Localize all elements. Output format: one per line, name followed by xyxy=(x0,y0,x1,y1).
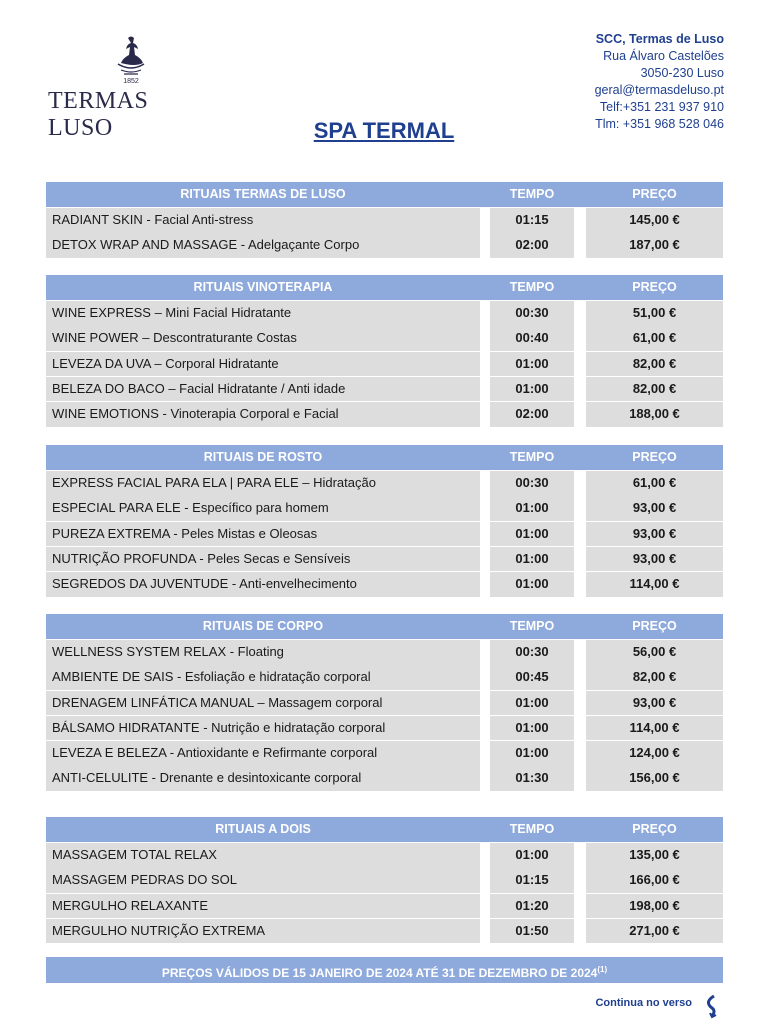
section-title: RITUAIS DE CORPO xyxy=(46,614,480,639)
treatment-name: DRENAGEM LINFÁTICA MANUAL – Massagem corporal xyxy=(46,691,480,716)
section-title: RITUAIS DE ROSTO xyxy=(46,445,480,470)
price-header: PREÇO xyxy=(586,614,723,639)
table-row xyxy=(46,547,723,572)
treatment-price: 93,00 € xyxy=(586,547,723,572)
treatment-price: 93,00 € xyxy=(586,496,723,521)
treatment-name: BELEZA DO BACO – Facial Hidratante / Anti idade xyxy=(46,377,480,402)
treatment-price: 145,00 € xyxy=(586,208,723,233)
table-header xyxy=(46,614,723,639)
treatment-time: 01:00 xyxy=(490,691,574,716)
treatment-name: AMBIENTE DE SAIS - Esfoliação e hidratação corporal xyxy=(46,665,480,690)
treatment-time: 01:00 xyxy=(490,716,574,741)
time-header: TEMPO xyxy=(490,182,574,207)
email-link[interactable]: geral@termasdeluso.pt xyxy=(594,83,724,97)
curved-arrow-icon[interactable] xyxy=(700,993,720,1019)
table-row xyxy=(46,402,723,427)
table-row xyxy=(46,766,723,791)
treatment-time: 01:00 xyxy=(490,522,574,547)
treatment-time: 01:00 xyxy=(490,352,574,377)
treatment-time: 01:50 xyxy=(490,919,574,944)
treatment-price: 82,00 € xyxy=(586,665,723,690)
table-row xyxy=(46,868,723,893)
table-header xyxy=(46,445,723,470)
footnote-mark: (1) xyxy=(597,965,608,974)
treatment-name: WINE EMOTIONS - Vinoterapia Corporal e Facial xyxy=(46,402,480,427)
table-row xyxy=(46,640,723,665)
treatment-time: 01:15 xyxy=(490,868,574,893)
page-title: SPA TERMAL xyxy=(313,118,455,143)
treatment-time: 01:00 xyxy=(490,843,574,868)
treatment-name: BÁLSAMO HIDRATANTE - Nutrição e hidratação corporal xyxy=(46,716,480,741)
time-header: TEMPO xyxy=(490,614,574,639)
treatment-time: 02:00 xyxy=(490,233,574,258)
treatment-name: EXPRESS FACIAL PARA ELA | PARA ELE – Hidratação xyxy=(46,471,480,496)
table-header xyxy=(46,182,723,207)
price-table xyxy=(46,182,723,259)
treatment-name: ANTI-CELULITE - Drenante e desintoxicante corporal xyxy=(46,766,480,791)
time-header: TEMPO xyxy=(490,445,574,470)
treatment-time: 01:00 xyxy=(490,547,574,572)
treatment-name: MASSAGEM TOTAL RELAX xyxy=(46,843,480,868)
price-table xyxy=(46,275,723,427)
treatment-name: ESPECIAL PARA ELE - Específico para homem xyxy=(46,496,480,521)
treatment-time: 00:30 xyxy=(490,640,574,665)
phone-number: Telf:+351 231 937 910 xyxy=(599,100,724,114)
continue-link[interactable]: Continua no verso xyxy=(595,997,692,1009)
section-title: RITUAIS TERMAS DE LUSO xyxy=(46,182,480,207)
treatment-time: 01:00 xyxy=(490,496,574,521)
treatment-price: 135,00 € xyxy=(586,843,723,868)
table-row xyxy=(46,496,723,521)
treatment-name: WINE POWER – Descontraturante Costas xyxy=(46,326,480,351)
treatment-time: 01:20 xyxy=(490,894,574,919)
table-row xyxy=(46,233,723,258)
treatment-time: 01:30 xyxy=(490,766,574,791)
validity-text: PREÇOS VÁLIDOS DE 15 JANEIRO DE 2024 ATÉ 31 DE DEZEMBRO DE 2024 xyxy=(161,966,598,980)
table-row xyxy=(46,894,723,919)
treatment-price: 271,00 € xyxy=(586,919,723,944)
treatment-name: PUREZA EXTREMA - Peles Mistas e Oleosas xyxy=(46,522,480,547)
treatment-time: 01:15 xyxy=(490,208,574,233)
section-title: RITUAIS VINOTERAPIA xyxy=(46,275,480,300)
table-row xyxy=(46,665,723,690)
treatment-name: WINE EXPRESS – Mini Facial Hidratante xyxy=(46,301,480,326)
treatment-name: SEGREDOS DA JUVENTUDE - Anti-envelhecimento xyxy=(46,572,480,597)
table-row xyxy=(46,572,723,597)
logo-year: 1852 xyxy=(123,78,139,85)
treatment-name: LEVEZA E BELEZA - Antioxidante e Refirmante corporal xyxy=(46,741,480,766)
treatment-time: 01:00 xyxy=(490,741,574,766)
street-address: Rua Álvaro Castelões xyxy=(603,49,724,63)
treatment-price: 166,00 € xyxy=(586,868,723,893)
treatment-price: 93,00 € xyxy=(586,522,723,547)
treatment-price: 187,00 € xyxy=(586,233,723,258)
mobile-number: Tlm: +351 968 528 046 xyxy=(595,117,724,131)
price-header: PREÇO xyxy=(586,445,723,470)
treatment-price: 114,00 € xyxy=(586,716,723,741)
treatment-name: MERGULHO NUTRIÇÃO EXTREMA xyxy=(46,919,480,944)
time-header: TEMPO xyxy=(490,817,574,842)
treatment-time: 00:30 xyxy=(490,471,574,496)
table-row xyxy=(46,377,723,402)
table-header xyxy=(46,817,723,842)
treatment-name: LEVEZA DA UVA – Corporal Hidratante xyxy=(46,352,480,377)
treatment-name: MASSAGEM PEDRAS DO SOL xyxy=(46,868,480,893)
table-row xyxy=(46,691,723,716)
treatment-price: 124,00 € xyxy=(586,741,723,766)
treatment-name: NUTRIÇÃO PROFUNDA - Peles Secas e Sensíveis xyxy=(46,547,480,572)
price-table xyxy=(46,614,723,792)
fountain-figure-icon xyxy=(106,34,156,78)
table-row xyxy=(46,843,723,868)
treatment-price: 82,00 € xyxy=(586,352,723,377)
section-title: RITUAIS A DOIS xyxy=(46,817,480,842)
treatment-price: 156,00 € xyxy=(586,766,723,791)
table-row xyxy=(46,352,723,377)
table-row xyxy=(46,919,723,944)
treatment-price: 61,00 € xyxy=(586,326,723,351)
price-table xyxy=(46,817,723,944)
treatment-name: WELLNESS SYSTEM RELAX - Floating xyxy=(46,640,480,665)
price-table xyxy=(46,445,723,597)
treatment-price: 93,00 € xyxy=(586,691,723,716)
treatment-price: 61,00 € xyxy=(586,471,723,496)
treatment-time: 01:00 xyxy=(490,377,574,402)
table-row xyxy=(46,471,723,496)
time-header: TEMPO xyxy=(490,275,574,300)
treatment-price: 56,00 € xyxy=(586,640,723,665)
treatment-price: 82,00 € xyxy=(586,377,723,402)
price-header: PREÇO xyxy=(586,275,723,300)
treatment-time: 00:40 xyxy=(490,326,574,351)
treatment-name: MERGULHO RELAXANTE xyxy=(46,894,480,919)
price-header: PREÇO xyxy=(586,817,723,842)
price-header: PREÇO xyxy=(586,182,723,207)
company-name: SCC, Termas de Luso xyxy=(595,32,724,46)
table-row xyxy=(46,208,723,233)
logo-brand: TERMAS LUSO xyxy=(48,88,149,141)
treatment-name: RADIANT SKIN - Facial Anti-stress xyxy=(46,208,480,233)
treatment-time: 01:00 xyxy=(490,572,574,597)
table-row xyxy=(46,326,723,351)
treatment-price: 51,00 € xyxy=(586,301,723,326)
table-row xyxy=(46,301,723,326)
logo xyxy=(46,34,216,141)
treatment-price: 198,00 € xyxy=(586,894,723,919)
validity-banner xyxy=(46,957,723,983)
treatment-price: 188,00 € xyxy=(586,402,723,427)
table-row xyxy=(46,716,723,741)
treatment-time: 00:30 xyxy=(490,301,574,326)
treatment-time: 02:00 xyxy=(490,402,574,427)
treatment-time: 00:45 xyxy=(490,665,574,690)
table-row xyxy=(46,741,723,766)
postal-code: 3050-230 Luso xyxy=(640,66,724,80)
treatment-name: DETOX WRAP AND MASSAGE - Adelgaçante Corpo xyxy=(46,233,480,258)
treatment-price: 114,00 € xyxy=(586,572,723,597)
table-header xyxy=(46,275,723,300)
table-row xyxy=(46,522,723,547)
